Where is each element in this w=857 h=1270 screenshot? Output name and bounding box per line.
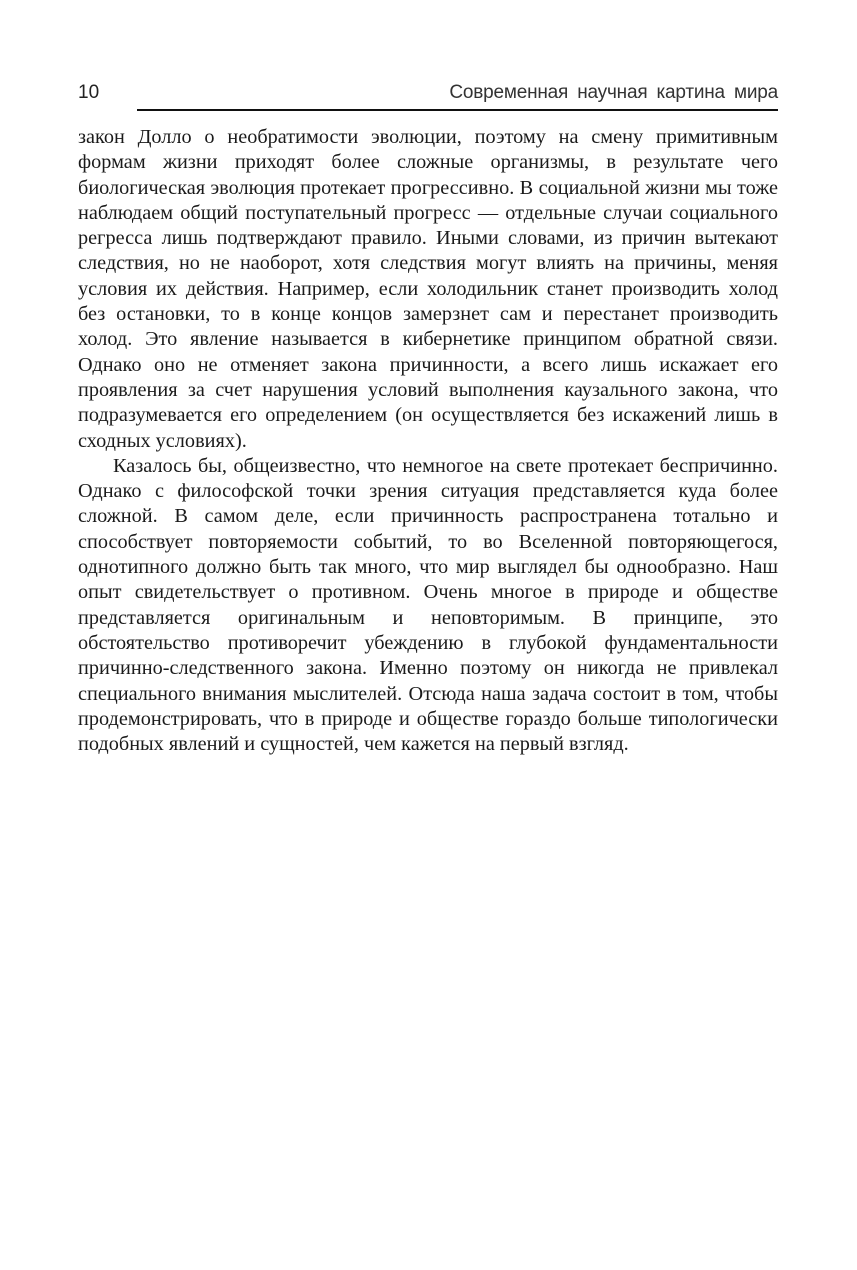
header-rule (137, 109, 778, 111)
paragraph-1: закон Долло о необратимости эволюции, поэтому на смену примитивным формам жизни приходят более сложные организмы, в результате чего биологическая эволюция протекает прогрессивно. В социальной жизни мы тоже наблюдаем общий поступательный прогресс — отдельные случаи социального регресса лишь подтверждают правило. Иными словами, из причин вытекают следствия, но не наоборот, хотя следствия могут влиять на причины, меняя условия их действия. Например, если холодильник станет производить холод без остановки, то в конце концов замерзнет сам и перестанет производить холод. Это явление называется в кибернетике принципом обратной связи. Однако оно не отменяет закона причинности, а всего лишь искажает его проявления за счет нарушения условий выполнения каузального закона, что подразумевается его определением (он осуществляется без искажений лишь в сходных условиях). (78, 126, 778, 452)
page-number: 10 (78, 82, 100, 103)
body-text (78, 125, 778, 757)
paragraph-2: Казалось бы, общеизвестно, что немногое на свете протекает беспричинно. Однако с философской точки зрения ситуация представляется куда более сложной. В самом деле, если причинность распространена тотально и способствует повторяемости событий, то во Вселенной повторяющегося, однотипного должно быть так много, что мир выглядел бы однообразно. Наш опыт свидетельствует о противном. Очень многое в природе и обществе представляется оригинальным и неповторимым. В принципе, это обстоятельство противоречит убеждению в глубокой фундаментальности причинно-следственного закона. Именно поэтому он никогда не привлекал специального внимания мыслителей. Отсюда наша задача состоит в том, чтобы продемонстрировать, что в природе и обществе гораздо больше типологически подобных явлений и сущностей, чем кажется на первый взгляд. (78, 454, 778, 756)
running-title: Современная научная картина мира (449, 82, 778, 103)
